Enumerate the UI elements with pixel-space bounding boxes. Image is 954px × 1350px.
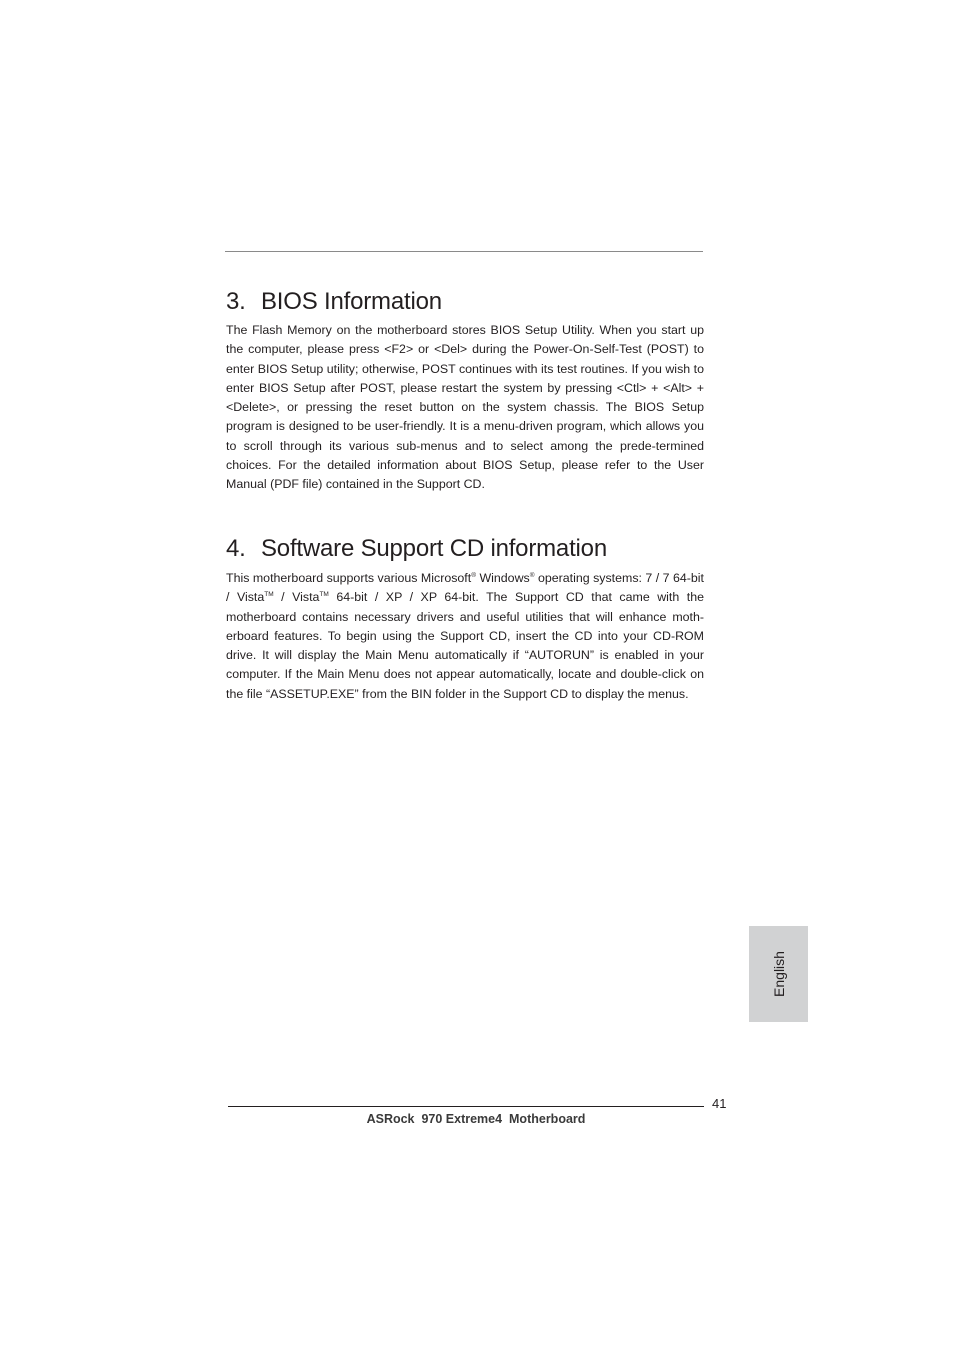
section-heading xyxy=(226,287,704,317)
section-body xyxy=(226,569,704,704)
registered-mark: ® xyxy=(471,572,476,579)
section-heading xyxy=(226,534,704,564)
section-title: Software Support CD information xyxy=(261,535,607,562)
body-text: This motherboard supports various Microsoft xyxy=(226,571,472,585)
section-number: 3. xyxy=(226,288,246,315)
section-number: 4. xyxy=(226,535,246,562)
page-number: 41 xyxy=(712,1096,727,1111)
language-tab xyxy=(749,926,808,1022)
language-label: English xyxy=(770,951,787,997)
section-software-support-cd xyxy=(226,534,704,704)
registered-mark: ® xyxy=(529,572,535,579)
section-body: The Flash Memory on the motherboard stores BIOS Setup Utility. When you start up the computer, please press <F2> or <Del> during the Power-On-Self-Test (POST) to enter BIOS Setup utility; otherwise, POST continues with its test routines. If you wish to enter BIOS Setup after POST, please restart the system by pressing <Ctl> + <Alt> + <Delete>, or pressing the reset button on the system chassis. The BIOS Setup program is designed to be user-friendly. It is a menu-driven program, which allows you to scroll through its various sub-menus and to select among the prede-termined choices. For the detailed information about BIOS Setup, please refer to the User Manual (PDF file) contained in the Support CD. xyxy=(226,323,704,492)
footer-product-title: ASRock 970 Extreme4 Motherboard xyxy=(366,1112,586,1126)
body-text: Windows xyxy=(476,571,530,585)
body-text: / Vista xyxy=(273,590,320,605)
trademark-mark: TM xyxy=(264,591,274,599)
body-text: 64-bit / XP / XP 64-bit. The Support CD that came with the motherboard contains necessary drivers and useful utilities that will enhance moth-erboard features. To begin using the Support CD, insert the CD into your CD-ROM drive. It will display the Main Menu automatically if “AUTORUN” is enabled in your computer. If the Main Menu does not appear automatically, locate and double-click on the file “ASSETUP.EXE” from the BIN folder in the Support CD to display the menus. xyxy=(226,590,704,701)
section-title: BIOS Information xyxy=(261,288,442,315)
section-bios-information xyxy=(226,287,704,495)
header-divider xyxy=(225,251,703,252)
trademark-mark: TM xyxy=(319,591,329,599)
footer-divider xyxy=(228,1106,704,1107)
body-text: operating systems: 7 / 7 64-bit / Vista xyxy=(226,571,704,605)
